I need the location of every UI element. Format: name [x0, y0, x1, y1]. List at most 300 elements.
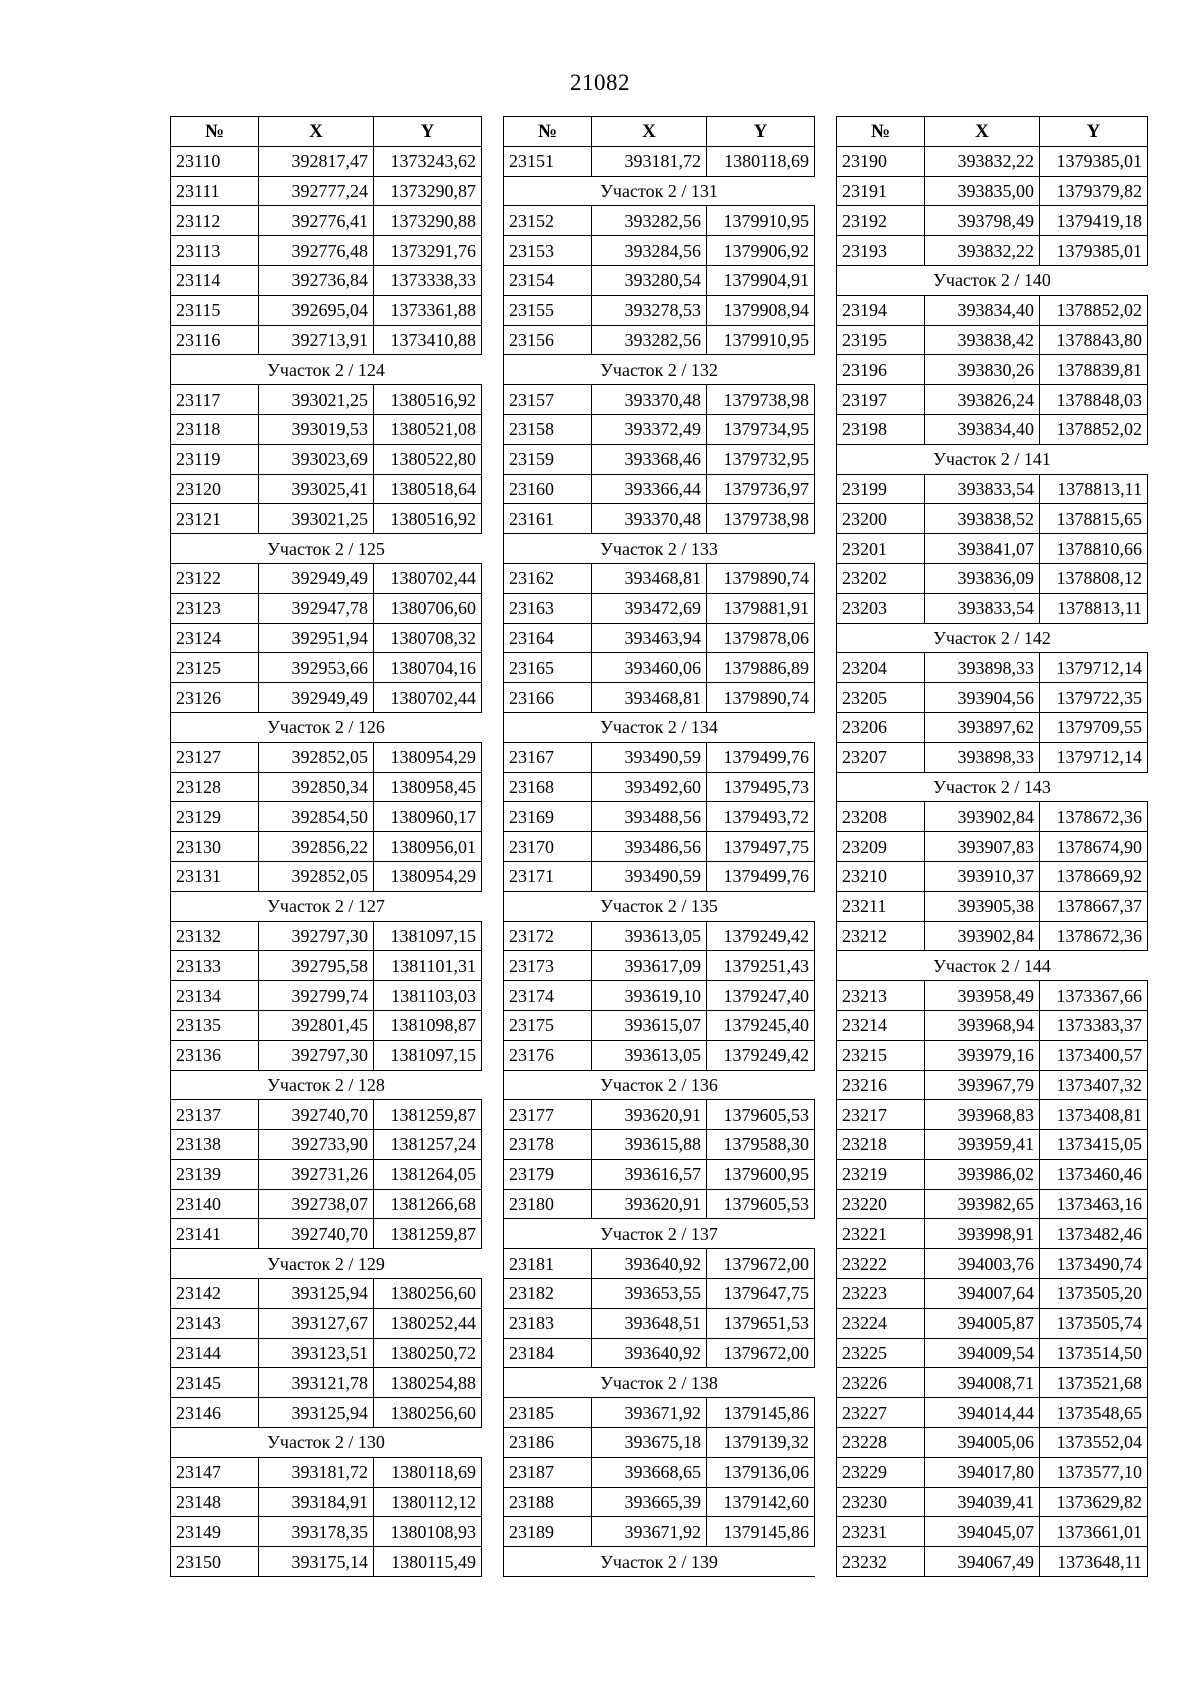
table-row — [171, 653, 482, 683]
x-coordinate-cell: 394007,64 — [925, 1279, 1040, 1309]
section-heading: Участок 2 / 131 — [504, 176, 815, 206]
y-coordinate-cell: 1379139,32 — [707, 1428, 815, 1458]
x-coordinate-cell: 393280,54 — [592, 265, 707, 295]
table-row — [837, 1457, 1148, 1487]
section-heading: Участок 2 / 126 — [171, 712, 482, 742]
point-number-cell: 23145 — [171, 1368, 259, 1398]
y-coordinate-cell: 1379251,43 — [707, 951, 815, 981]
x-coordinate-cell: 393798,49 — [925, 206, 1040, 236]
y-coordinate-cell: 1379145,86 — [707, 1398, 815, 1428]
x-coordinate-cell: 393615,88 — [592, 1130, 707, 1160]
table-row — [504, 623, 815, 653]
point-number-cell: 23116 — [171, 325, 259, 355]
x-coordinate-cell: 393834,40 — [925, 414, 1040, 444]
x-coordinate-cell: 393370,48 — [592, 504, 707, 534]
x-coordinate-cell: 393125,94 — [259, 1279, 374, 1309]
y-coordinate-cell: 1373290,87 — [374, 176, 482, 206]
table-row — [171, 981, 482, 1011]
y-coordinate-cell: 1373361,88 — [374, 295, 482, 325]
table-body — [171, 146, 482, 1576]
section-heading: Участок 2 / 135 — [504, 891, 815, 921]
point-number-cell: 23179 — [504, 1159, 592, 1189]
table-row — [837, 295, 1148, 325]
point-number-cell: 23161 — [504, 504, 592, 534]
x-coordinate-cell: 394005,87 — [925, 1308, 1040, 1338]
table-row — [504, 1487, 815, 1517]
x-coordinate-cell: 393486,56 — [592, 832, 707, 862]
y-coordinate-cell: 1379910,95 — [707, 206, 815, 236]
y-coordinate-cell: 1379588,30 — [707, 1130, 815, 1160]
table-row — [504, 1249, 815, 1279]
x-coordinate-cell: 393841,07 — [925, 534, 1040, 564]
x-coordinate-cell: 392856,22 — [259, 832, 374, 862]
point-number-cell: 23156 — [504, 325, 592, 355]
x-coordinate-cell: 392776,48 — [259, 236, 374, 266]
point-number-cell: 23159 — [504, 444, 592, 474]
y-coordinate-cell: 1379738,98 — [707, 385, 815, 415]
table-row — [837, 832, 1148, 862]
point-number-cell: 23137 — [171, 1100, 259, 1130]
y-coordinate-cell: 1380704,16 — [374, 653, 482, 683]
section-heading: Участок 2 / 142 — [837, 623, 1148, 653]
x-coordinate-cell: 393123,51 — [259, 1338, 374, 1368]
x-coordinate-cell: 393613,05 — [592, 1040, 707, 1070]
point-number-cell: 23157 — [504, 385, 592, 415]
y-coordinate-cell: 1379419,18 — [1040, 206, 1148, 236]
point-number-cell: 23198 — [837, 414, 925, 444]
point-number-cell: 23150 — [171, 1547, 259, 1577]
point-number-cell: 23197 — [837, 385, 925, 415]
table-row — [504, 832, 815, 862]
table-row — [837, 1189, 1148, 1219]
table-row — [171, 1368, 482, 1398]
table-row — [837, 325, 1148, 355]
x-coordinate-cell: 393898,33 — [925, 653, 1040, 683]
y-coordinate-cell: 1381264,05 — [374, 1159, 482, 1189]
table-row — [504, 1159, 815, 1189]
point-number-cell: 23119 — [171, 444, 259, 474]
y-coordinate-cell: 1378852,02 — [1040, 414, 1148, 444]
y-coordinate-cell: 1381103,03 — [374, 981, 482, 1011]
table-row — [504, 742, 815, 772]
point-number-cell: 23123 — [171, 593, 259, 623]
table-row — [837, 653, 1148, 683]
y-coordinate-cell: 1380115,49 — [374, 1547, 482, 1577]
section-heading: Участок 2 / 130 — [171, 1428, 482, 1458]
table-row — [837, 563, 1148, 593]
x-coordinate-cell: 392797,30 — [259, 1040, 374, 1070]
y-coordinate-cell: 1379247,40 — [707, 981, 815, 1011]
point-number-cell: 23188 — [504, 1487, 592, 1517]
table-row — [837, 176, 1148, 206]
table-row — [171, 1010, 482, 1040]
x-coordinate-cell: 392799,74 — [259, 981, 374, 1011]
x-coordinate-cell: 393125,94 — [259, 1398, 374, 1428]
section-heading-row — [171, 1428, 482, 1458]
x-coordinate-cell: 392949,49 — [259, 683, 374, 713]
point-number-cell: 23232 — [837, 1547, 925, 1577]
table-row — [171, 1100, 482, 1130]
point-number-cell: 23113 — [171, 236, 259, 266]
x-coordinate-cell: 393468,81 — [592, 563, 707, 593]
x-coordinate-cell: 393836,09 — [925, 563, 1040, 593]
x-coordinate-cell: 392852,05 — [259, 861, 374, 891]
y-coordinate-cell: 1373410,88 — [374, 325, 482, 355]
y-coordinate-cell: 1381259,87 — [374, 1100, 482, 1130]
point-number-cell: 23126 — [171, 683, 259, 713]
table-row — [504, 444, 815, 474]
x-coordinate-cell: 392713,91 — [259, 325, 374, 355]
x-coordinate-cell: 393368,46 — [592, 444, 707, 474]
y-coordinate-cell: 1379712,14 — [1040, 742, 1148, 772]
table-row — [504, 593, 815, 623]
point-number-cell: 23180 — [504, 1189, 592, 1219]
table-header-row — [171, 117, 482, 147]
table-row — [837, 504, 1148, 534]
section-heading-row — [504, 1547, 815, 1577]
x-coordinate-cell: 393127,67 — [259, 1308, 374, 1338]
point-number-cell: 23201 — [837, 534, 925, 564]
y-coordinate-cell: 1373291,76 — [374, 236, 482, 266]
section-heading: Участок 2 / 138 — [504, 1368, 815, 1398]
point-number-cell: 23189 — [504, 1517, 592, 1547]
y-coordinate-cell: 1373648,11 — [1040, 1547, 1148, 1577]
y-coordinate-cell: 1380702,44 — [374, 563, 482, 593]
x-coordinate-cell: 393968,94 — [925, 1010, 1040, 1040]
point-number-cell: 23141 — [171, 1219, 259, 1249]
table-row — [171, 265, 482, 295]
table-row — [171, 623, 482, 653]
y-coordinate-cell: 1378672,36 — [1040, 921, 1148, 951]
point-number-cell: 23140 — [171, 1189, 259, 1219]
section-heading: Участок 2 / 128 — [171, 1070, 482, 1100]
x-coordinate-cell: 393905,38 — [925, 891, 1040, 921]
x-coordinate-cell: 393832,22 — [925, 146, 1040, 176]
point-number-cell: 23160 — [504, 474, 592, 504]
section-heading: Участок 2 / 125 — [171, 534, 482, 564]
table-row — [837, 1130, 1148, 1160]
x-coordinate-cell: 394008,71 — [925, 1368, 1040, 1398]
point-number-cell: 23131 — [171, 861, 259, 891]
x-coordinate-cell: 393463,94 — [592, 623, 707, 653]
point-number-cell: 23191 — [837, 176, 925, 206]
x-coordinate-cell: 393640,92 — [592, 1338, 707, 1368]
y-coordinate-cell: 1379249,42 — [707, 921, 815, 951]
y-coordinate-cell: 1373415,05 — [1040, 1130, 1148, 1160]
column-header-y: Y — [707, 117, 815, 147]
y-coordinate-cell: 1379136,06 — [707, 1457, 815, 1487]
y-coordinate-cell: 1373408,81 — [1040, 1100, 1148, 1130]
x-coordinate-cell: 393838,52 — [925, 504, 1040, 534]
y-coordinate-cell: 1379881,91 — [707, 593, 815, 623]
x-coordinate-cell: 393958,49 — [925, 981, 1040, 1011]
x-coordinate-cell: 393021,25 — [259, 504, 374, 534]
x-coordinate-cell: 393910,37 — [925, 861, 1040, 891]
y-coordinate-cell: 1378672,36 — [1040, 802, 1148, 832]
section-heading-row — [504, 1070, 815, 1100]
y-coordinate-cell: 1379499,76 — [707, 742, 815, 772]
section-heading-row — [504, 1368, 815, 1398]
point-number-cell: 23200 — [837, 504, 925, 534]
section-heading-row — [837, 772, 1148, 802]
point-number-cell: 23174 — [504, 981, 592, 1011]
point-number-cell: 23183 — [504, 1308, 592, 1338]
table-row — [171, 385, 482, 415]
point-number-cell: 23158 — [504, 414, 592, 444]
table-row — [504, 653, 815, 683]
x-coordinate-cell: 392740,70 — [259, 1219, 374, 1249]
point-number-cell: 23117 — [171, 385, 259, 415]
x-coordinate-cell: 392949,49 — [259, 563, 374, 593]
table-row — [504, 951, 815, 981]
x-coordinate-cell: 393615,07 — [592, 1010, 707, 1040]
y-coordinate-cell: 1379906,92 — [707, 236, 815, 266]
table-row — [504, 1189, 815, 1219]
table-row — [504, 921, 815, 951]
point-number-cell: 23223 — [837, 1279, 925, 1309]
point-number-cell: 23148 — [171, 1487, 259, 1517]
table-row — [504, 802, 815, 832]
y-coordinate-cell: 1380118,69 — [707, 146, 815, 176]
point-number-cell: 23195 — [837, 325, 925, 355]
y-coordinate-cell: 1380954,29 — [374, 861, 482, 891]
x-coordinate-cell: 393284,56 — [592, 236, 707, 266]
point-number-cell: 23121 — [171, 504, 259, 534]
table-row — [504, 1308, 815, 1338]
x-coordinate-cell: 393833,54 — [925, 474, 1040, 504]
y-coordinate-cell: 1380521,08 — [374, 414, 482, 444]
table-row — [837, 1517, 1148, 1547]
y-coordinate-cell: 1379709,55 — [1040, 712, 1148, 742]
table-row — [171, 951, 482, 981]
table-row — [504, 1398, 815, 1428]
x-coordinate-cell: 393907,83 — [925, 832, 1040, 862]
x-coordinate-cell: 393998,91 — [925, 1219, 1040, 1249]
table-row — [171, 504, 482, 534]
y-coordinate-cell: 1379672,00 — [707, 1338, 815, 1368]
x-coordinate-cell: 392736,84 — [259, 265, 374, 295]
point-number-cell: 23185 — [504, 1398, 592, 1428]
x-coordinate-cell: 393121,78 — [259, 1368, 374, 1398]
y-coordinate-cell: 1380112,12 — [374, 1487, 482, 1517]
x-coordinate-cell: 393832,22 — [925, 236, 1040, 266]
table-row — [171, 236, 482, 266]
x-coordinate-cell: 394017,80 — [925, 1457, 1040, 1487]
point-number-cell: 23163 — [504, 593, 592, 623]
table-row — [171, 295, 482, 325]
point-number-cell: 23177 — [504, 1100, 592, 1130]
x-coordinate-cell: 393830,26 — [925, 355, 1040, 385]
point-number-cell: 23182 — [504, 1279, 592, 1309]
point-number-cell: 23210 — [837, 861, 925, 891]
table-row — [504, 1279, 815, 1309]
section-heading-row — [504, 534, 815, 564]
point-number-cell: 23206 — [837, 712, 925, 742]
column-header-y: Y — [374, 117, 482, 147]
point-number-cell: 23149 — [171, 1517, 259, 1547]
x-coordinate-cell: 393282,56 — [592, 206, 707, 236]
point-number-cell: 23178 — [504, 1130, 592, 1160]
x-coordinate-cell: 393613,05 — [592, 921, 707, 951]
x-coordinate-cell: 393490,59 — [592, 742, 707, 772]
y-coordinate-cell: 1379600,95 — [707, 1159, 815, 1189]
point-number-cell: 23208 — [837, 802, 925, 832]
x-coordinate-cell: 392740,70 — [259, 1100, 374, 1130]
table-row — [504, 325, 815, 355]
point-number-cell: 23165 — [504, 653, 592, 683]
x-coordinate-cell: 393490,59 — [592, 861, 707, 891]
point-number-cell: 23214 — [837, 1010, 925, 1040]
point-number-cell: 23216 — [837, 1070, 925, 1100]
y-coordinate-cell: 1379738,98 — [707, 504, 815, 534]
point-number-cell: 23212 — [837, 921, 925, 951]
section-heading: Участок 2 / 124 — [171, 355, 482, 385]
point-number-cell: 23143 — [171, 1308, 259, 1338]
y-coordinate-cell: 1380250,72 — [374, 1338, 482, 1368]
table-row — [837, 921, 1148, 951]
table-row — [837, 1487, 1148, 1517]
y-coordinate-cell: 1380960,17 — [374, 802, 482, 832]
table-row — [171, 683, 482, 713]
table-row — [837, 1010, 1148, 1040]
y-coordinate-cell: 1373505,20 — [1040, 1279, 1148, 1309]
point-number-cell: 23172 — [504, 921, 592, 951]
point-number-cell: 23204 — [837, 653, 925, 683]
y-coordinate-cell: 1379890,74 — [707, 563, 815, 593]
table-row — [837, 414, 1148, 444]
section-heading: Участок 2 / 129 — [171, 1249, 482, 1279]
y-coordinate-cell: 1379886,89 — [707, 653, 815, 683]
table-row — [171, 1487, 482, 1517]
x-coordinate-cell: 393620,91 — [592, 1189, 707, 1219]
y-coordinate-cell: 1380118,69 — [374, 1457, 482, 1487]
y-coordinate-cell: 1381257,24 — [374, 1130, 482, 1160]
section-heading-row — [504, 355, 815, 385]
table-row — [837, 981, 1148, 1011]
table-row — [504, 504, 815, 534]
x-coordinate-cell: 393184,91 — [259, 1487, 374, 1517]
x-coordinate-cell: 393640,92 — [592, 1249, 707, 1279]
table-row — [837, 1100, 1148, 1130]
table-row — [171, 1457, 482, 1487]
x-coordinate-cell: 394009,54 — [925, 1338, 1040, 1368]
x-coordinate-cell: 393653,55 — [592, 1279, 707, 1309]
table-row — [837, 683, 1148, 713]
point-number-cell: 23169 — [504, 802, 592, 832]
x-coordinate-cell: 392738,07 — [259, 1189, 374, 1219]
table-row — [837, 1398, 1148, 1428]
point-number-cell: 23231 — [837, 1517, 925, 1547]
y-coordinate-cell: 1378669,92 — [1040, 861, 1148, 891]
y-coordinate-cell: 1380518,64 — [374, 474, 482, 504]
y-coordinate-cell: 1379647,75 — [707, 1279, 815, 1309]
point-number-cell: 23190 — [837, 146, 925, 176]
table-row — [171, 802, 482, 832]
x-coordinate-cell: 393025,41 — [259, 474, 374, 504]
point-number-cell: 23129 — [171, 802, 259, 832]
x-coordinate-cell: 394014,44 — [925, 1398, 1040, 1428]
section-heading: Участок 2 / 139 — [504, 1547, 815, 1577]
y-coordinate-cell: 1381259,87 — [374, 1219, 482, 1249]
point-number-cell: 23120 — [171, 474, 259, 504]
table-row — [504, 1428, 815, 1458]
point-number-cell: 23228 — [837, 1428, 925, 1458]
y-coordinate-cell: 1373243,62 — [374, 146, 482, 176]
point-number-cell: 23211 — [837, 891, 925, 921]
section-heading-row — [504, 891, 815, 921]
point-number-cell: 23125 — [171, 653, 259, 683]
x-coordinate-cell: 393366,44 — [592, 474, 707, 504]
point-number-cell: 23138 — [171, 1130, 259, 1160]
x-coordinate-cell: 393982,65 — [925, 1189, 1040, 1219]
section-heading-row — [171, 1249, 482, 1279]
y-coordinate-cell: 1373521,68 — [1040, 1368, 1148, 1398]
y-coordinate-cell: 1379910,95 — [707, 325, 815, 355]
y-coordinate-cell: 1379249,42 — [707, 1040, 815, 1070]
x-coordinate-cell: 393019,53 — [259, 414, 374, 444]
x-coordinate-cell: 393178,35 — [259, 1517, 374, 1547]
x-coordinate-cell: 392731,26 — [259, 1159, 374, 1189]
y-coordinate-cell: 1380256,60 — [374, 1279, 482, 1309]
table-row — [171, 1398, 482, 1428]
section-heading: Участок 2 / 127 — [171, 891, 482, 921]
y-coordinate-cell: 1379385,01 — [1040, 236, 1148, 266]
section-heading: Участок 2 / 141 — [837, 444, 1148, 474]
y-coordinate-cell: 1379712,14 — [1040, 653, 1148, 683]
table-row — [171, 206, 482, 236]
x-coordinate-cell: 393023,69 — [259, 444, 374, 474]
column-header-number: № — [504, 117, 592, 147]
y-coordinate-cell: 1373367,66 — [1040, 981, 1148, 1011]
x-coordinate-cell: 393675,18 — [592, 1428, 707, 1458]
table-row — [504, 236, 815, 266]
y-coordinate-cell: 1379493,72 — [707, 802, 815, 832]
y-coordinate-cell: 1379605,53 — [707, 1100, 815, 1130]
point-number-cell: 23175 — [504, 1010, 592, 1040]
x-coordinate-cell: 393492,60 — [592, 772, 707, 802]
x-coordinate-cell: 393835,00 — [925, 176, 1040, 206]
table-row — [504, 414, 815, 444]
section-heading: Участок 2 / 140 — [837, 265, 1148, 295]
y-coordinate-cell: 1373407,32 — [1040, 1070, 1148, 1100]
y-coordinate-cell: 1379495,73 — [707, 772, 815, 802]
y-coordinate-cell: 1378839,81 — [1040, 355, 1148, 385]
y-coordinate-cell: 1373505,74 — [1040, 1308, 1148, 1338]
table-row — [837, 1040, 1148, 1070]
x-coordinate-cell: 392797,30 — [259, 921, 374, 951]
table-row — [171, 1189, 482, 1219]
table-row — [171, 444, 482, 474]
x-coordinate-cell: 393897,62 — [925, 712, 1040, 742]
x-coordinate-cell: 393472,69 — [592, 593, 707, 623]
point-number-cell: 23220 — [837, 1189, 925, 1219]
x-coordinate-cell: 393904,56 — [925, 683, 1040, 713]
point-number-cell: 23215 — [837, 1040, 925, 1070]
x-coordinate-cell: 393959,41 — [925, 1130, 1040, 1160]
x-coordinate-cell: 393370,48 — [592, 385, 707, 415]
table-row — [171, 1338, 482, 1368]
point-number-cell: 23205 — [837, 683, 925, 713]
section-heading: Участок 2 / 143 — [837, 772, 1148, 802]
y-coordinate-cell: 1378815,65 — [1040, 504, 1148, 534]
table-row — [171, 593, 482, 623]
column-header-y: Y — [1040, 117, 1148, 147]
point-number-cell: 23139 — [171, 1159, 259, 1189]
point-number-cell: 23127 — [171, 742, 259, 772]
y-coordinate-cell: 1373577,10 — [1040, 1457, 1148, 1487]
point-number-cell: 23207 — [837, 742, 925, 772]
point-number-cell: 23193 — [837, 236, 925, 266]
